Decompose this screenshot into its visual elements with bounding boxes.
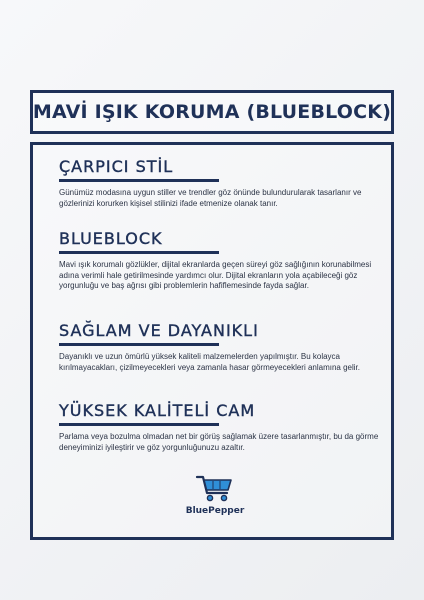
page-title: MAVİ IŞIK KORUMA (BLUEBLOCK) xyxy=(32,101,392,123)
features-panel xyxy=(30,142,394,540)
section-striking-style xyxy=(59,157,379,209)
brand-name: BluePepper xyxy=(185,506,245,516)
section-heading: SAĞLAM VE DAYANIKLI xyxy=(59,321,259,340)
section-heading: BLUEBLOCK xyxy=(59,229,163,248)
section-heading: YÜKSEK KALİTELİ CAM xyxy=(59,401,256,420)
header-banner xyxy=(30,90,394,134)
brand-logo xyxy=(33,473,397,516)
section-text: Günümüz modasına uygun stiller ve trendler göz önünde bulundurularak tasarlanır ve gözlerinizi korurken kişisel stilinizi ifade etmenize olanak tanır. xyxy=(59,188,362,208)
section-blueblock xyxy=(59,229,379,292)
heading-underline xyxy=(59,251,219,254)
shopping-cart-icon xyxy=(195,473,235,503)
section-text: Parlama veya bozulma olmadan net bir görüş sağlamak üzere tasarlanmıştır, bu da görme deneyiminizi iyileştirir ve göz yorgunluğunuzu azaltır. xyxy=(59,432,379,452)
section-durable xyxy=(59,321,379,373)
section-high-quality-glass xyxy=(59,401,379,453)
heading-underline xyxy=(59,179,219,182)
section-heading: ÇARPICI STİL xyxy=(59,157,174,176)
heading-underline xyxy=(59,423,219,426)
section-text: Mavi ışık korumalı gözlükler, dijital ekranlarda geçen süreyi göz sağlığının korunabilmesi adına verimli hale getirilmesinde yardımcı olur. Dijital ekranların yola açabileceği göz yorgunluğu ve baş ağrısı gibi problemlerin hafiflemesinde fayda sağlar. xyxy=(59,260,372,290)
heading-underline xyxy=(59,343,219,346)
section-text: Dayanıklı ve uzun ömürlü yüksek kaliteli malzemelerden yapılmıştır. Bu kolayca kırılmayacakları, çizilmeyecekleri veya zamanla hasar görmeyecekleri anlamına gelir. xyxy=(59,352,361,372)
